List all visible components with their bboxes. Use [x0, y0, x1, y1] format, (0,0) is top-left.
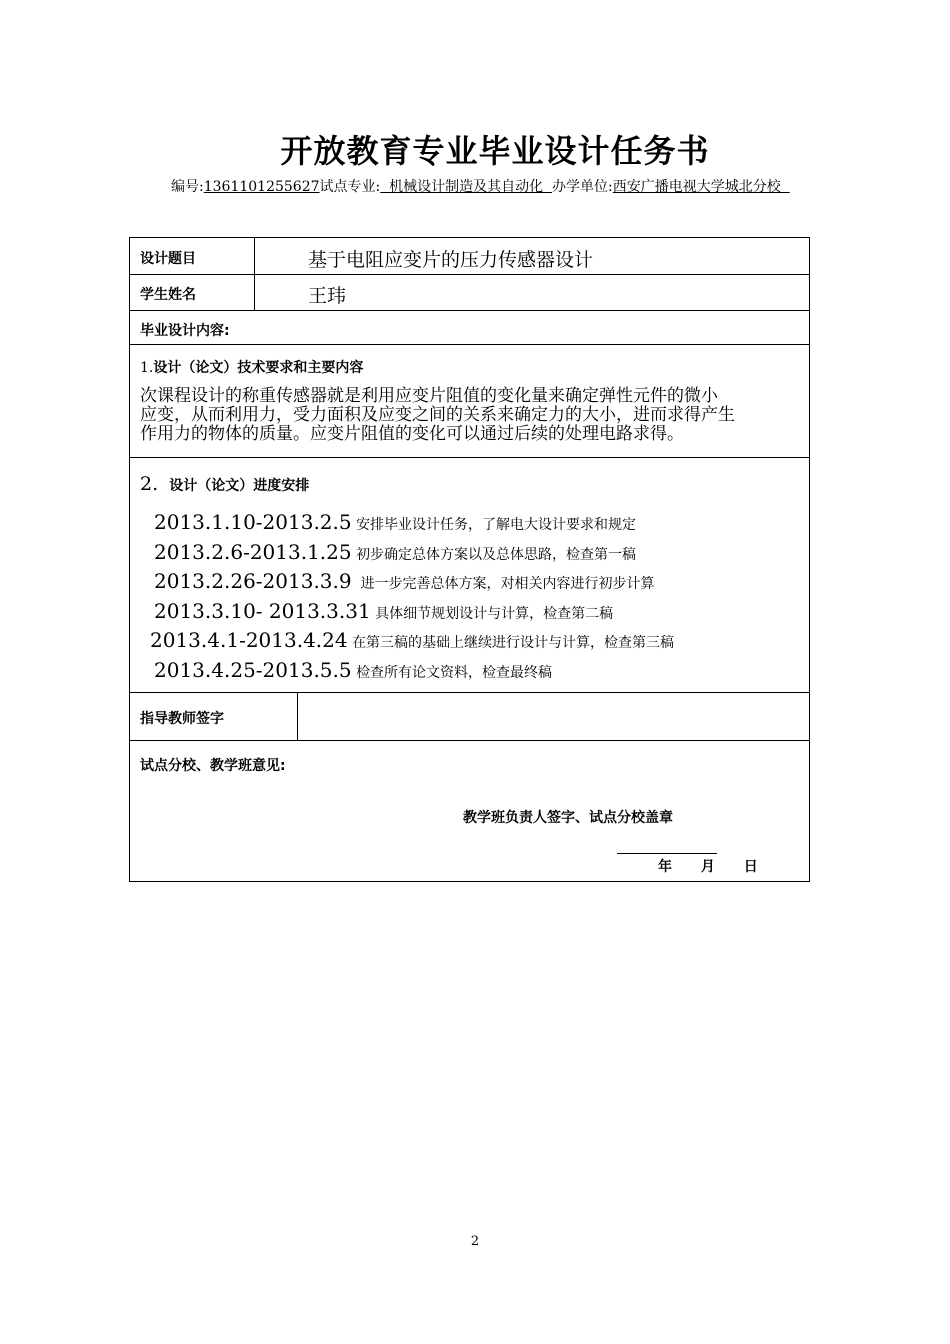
schedule-dates: 2013.2.26-2013.3.9 [154, 569, 352, 594]
schedule-dates: 2013.1.10-2013.2.5 [154, 510, 352, 534]
schedule-dates: 2013.4.25-2013.5.5 [154, 657, 352, 682]
section1-line: 应变，从而利用力，受力面积及应变之间的关系来确定力的大小，进而求得产生 [140, 405, 735, 425]
schedule-item [154, 539, 674, 569]
section2-number: 2. [140, 473, 159, 495]
topic-row [130, 238, 809, 275]
document-meta [113, 176, 843, 199]
page-number: 2 [470, 1234, 480, 1249]
document-title: 开放教育专业毕业设计任务书 [280, 132, 710, 170]
topic-divider [254, 238, 255, 274]
number-value: 1361101255627 [203, 179, 320, 195]
student-value: 王玮 [308, 285, 347, 307]
schedule-task: 检查所有论文资料，检查最终稿 [356, 664, 553, 681]
schedule-item [154, 657, 674, 687]
topic-value: 基于电阻应变片的压力传感器设计 [308, 249, 594, 271]
schedule-list [150, 509, 675, 687]
opinion-label: 试点分校、教学班意见: [140, 758, 286, 774]
schedule-dates: 2013.2.6-2013.1.25 [154, 539, 352, 564]
section1-line: 作用力的物体的质量。应变片阻值的变化可以通过后续的处理电路求得。 [140, 424, 684, 444]
schedule-task: 在第三稿的基础上继续进行设计与计算，检查第三稿 [352, 635, 675, 652]
opinion-row [130, 741, 809, 881]
section1-row [130, 345, 809, 458]
schedule-task: 具体细节规划设计与计算，检查第二稿 [375, 605, 614, 622]
unit-label: 办学单位: [552, 179, 613, 195]
section1-heading [140, 357, 363, 377]
date-day: 日 [743, 859, 758, 875]
content-row [130, 311, 809, 345]
schedule-item [150, 627, 674, 657]
schedule-item [154, 509, 674, 539]
major-value: 机械设计制造及其自动化 [380, 179, 553, 195]
section2-row [130, 458, 809, 693]
section1-line: 次课程设计的称重传感器就是利用应变片阻值的变化量来确定弹性元件的微小 [140, 386, 718, 406]
section2-heading [140, 473, 309, 495]
content-label: 毕业设计内容: [140, 323, 230, 339]
schedule-dates: 2013.4.1-2013.4.24 [150, 628, 348, 653]
schedule-dates: 2013.3.10- 2013.3.31 [154, 598, 371, 623]
date-line [658, 856, 758, 876]
section1-number: 1. [140, 360, 154, 376]
date-year: 年 [658, 859, 672, 875]
advisor-divider [297, 693, 298, 740]
topic-label: 设计题目 [140, 251, 196, 267]
section1-title: 设计（论文）技术要求和主要内容 [153, 360, 364, 376]
unit-value: 西安广播电视大学城北分校 [612, 179, 790, 195]
advisor-label: 指导教师签字 [140, 711, 224, 727]
section2-title: 设计（论文）进度安排 [169, 478, 310, 494]
signature-line [617, 853, 717, 854]
schedule-task: 安排毕业设计任务，了解电大设计要求和规定 [356, 517, 637, 533]
sign-label: 教学班负责人签字、试点分校盖章 [463, 810, 673, 826]
task-table [129, 237, 810, 882]
major-label: 试点专业: [319, 179, 381, 195]
advisor-row [130, 693, 809, 741]
section1-text [140, 387, 805, 444]
student-label: 学生姓名 [140, 287, 196, 303]
schedule-task: 初步确定总体方案以及总体思路，检查第一稿 [356, 546, 637, 563]
student-divider [254, 275, 255, 310]
date-month: 月 [700, 859, 715, 875]
schedule-item [154, 568, 674, 598]
schedule-item [154, 598, 674, 628]
schedule-task: 进一步完善总体方案，对相关内容进行初步计算 [360, 576, 655, 593]
number-label: 编号: [171, 179, 204, 195]
student-row [130, 275, 809, 311]
